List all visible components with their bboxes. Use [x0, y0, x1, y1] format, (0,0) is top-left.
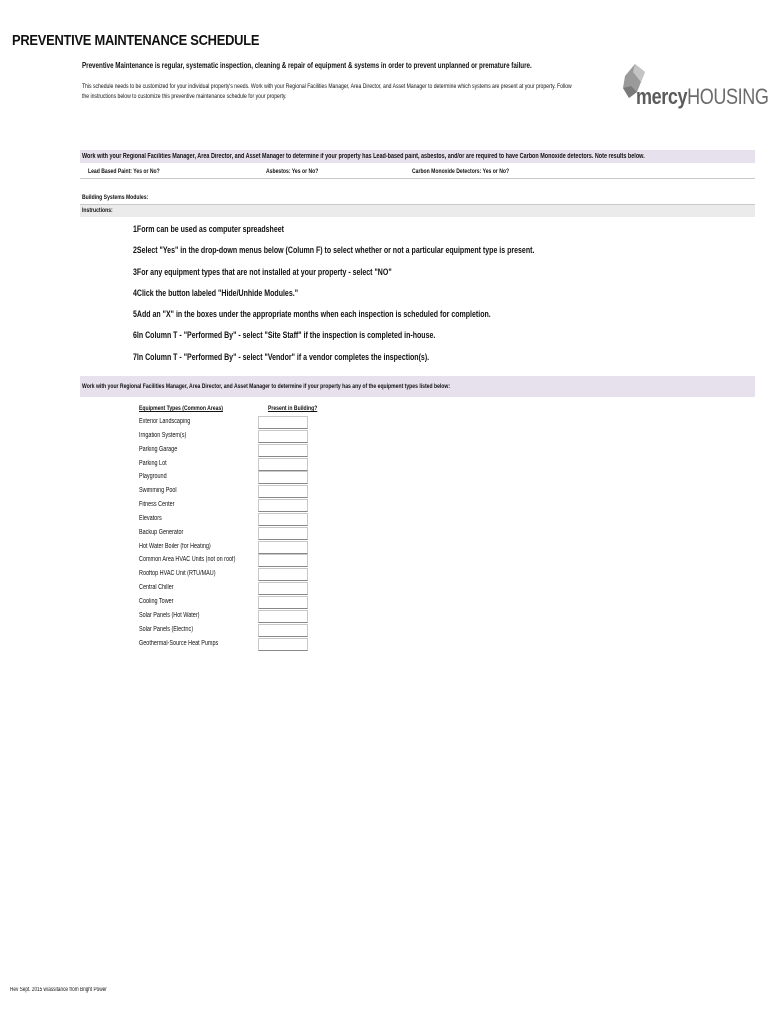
co-detectors-question: Carbon Monoxide Detectors: Yes or No? — [412, 168, 510, 175]
equipment-item: Rooftop HVAC Unit (RTU/MAU) — [139, 570, 216, 577]
intro-line-2: This schedule needs to be customized for your individual property's needs. Work with your Regional Facilities Manager, Area Director, and Asset Manager to determine which systems are present at your property. Follow — [82, 83, 572, 90]
step-text: Add an "X" in the boxes under the appropriate months when each inspection is scheduled for completion. — [136, 309, 491, 319]
present-select[interactable] — [258, 527, 308, 540]
equipment-item: Elevators — [139, 515, 162, 522]
equipment-item: Solar Panels (Electric) — [139, 626, 194, 633]
equipment-item: Central Chiller — [139, 584, 174, 591]
equipment-types-header: Equipment Types (Common Areas) — [139, 405, 223, 412]
present-select[interactable] — [258, 582, 308, 595]
step-5 — [133, 309, 491, 319]
intro-definition: Preventive Maintenance is regular, systematic inspection, cleaning & repair of equipment & systems in order to prevent unplanned or premature failure. — [82, 61, 532, 70]
present-select[interactable] — [258, 638, 308, 651]
present-select[interactable] — [258, 444, 308, 457]
step-text: Select "Yes" in the drop-down menus below (Column F) to select whether or not a particular equipment type is present. — [136, 245, 535, 255]
equipment-item: Playground — [139, 473, 167, 480]
step-number: 4 — [133, 288, 137, 298]
revision-note: Rev Sept. 2015 w/assitance from Bright Power — [10, 987, 107, 993]
step-number: 2 — [133, 245, 137, 255]
logo-wordmark — [636, 84, 768, 110]
step-2 — [133, 245, 534, 255]
step-number: 7 — [133, 352, 137, 362]
intro-line-3: the instructions below to customize this preventive maintenance schedule for your property. — [82, 93, 287, 100]
step-text: Click the button labeled "Hide/Unhide Modules." — [136, 288, 299, 298]
step-text: For any equipment types that are not installed at your property - select "NO" — [136, 267, 392, 277]
instructions-label: Instructions: — [82, 207, 113, 214]
present-select[interactable] — [258, 541, 308, 554]
equipment-item: Irrigation System(s) — [139, 432, 187, 439]
present-in-building-header: Present in Building? — [268, 405, 318, 412]
step-text: In Column T - "Performed By" - select "Site Staff" if the inspection is completed in-house. — [136, 330, 436, 340]
step-number: 3 — [133, 267, 137, 277]
present-select[interactable] — [258, 513, 308, 526]
logo-word-housing: HOUSING — [687, 84, 769, 109]
equipment-item: Fitness Center — [139, 501, 175, 508]
equipment-item: Geothermal-Source Heat Pumps — [139, 640, 219, 647]
present-select[interactable] — [258, 610, 308, 623]
step-6 — [133, 330, 435, 340]
equipment-band-text: Work with your Regional Facilities Manager, Area Director, and Asset Manager to determine if your property has any of the equipment types listed below: — [82, 383, 451, 390]
equipment-item: Swimming Pool — [139, 487, 177, 494]
present-select[interactable] — [258, 568, 308, 581]
equipment-item: Hot Water Boiler (for Heating) — [139, 543, 211, 550]
step-number: 1 — [133, 224, 137, 234]
present-select[interactable] — [258, 416, 308, 429]
instructions-band — [80, 205, 755, 217]
step-text: In Column T - "Performed By" - select "Vendor" if a vendor completes the inspection(s). — [136, 352, 430, 362]
equipment-item: Backup Generator — [139, 529, 184, 536]
step-number: 6 — [133, 330, 137, 340]
step-3 — [133, 267, 392, 277]
equipment-item: Parking Lot — [139, 460, 167, 467]
equipment-item: Common Area HVAC Units (not on roof) — [139, 556, 236, 563]
step-7 — [133, 352, 429, 362]
divider — [80, 178, 755, 179]
asbestos-question: Asbestos: Yes or No? — [266, 168, 319, 175]
equipment-item: Solar Panels (Hot Water) — [139, 612, 200, 619]
modules-label: Building Systems Modules: — [82, 194, 149, 201]
intro-instructions — [82, 82, 572, 102]
equipment-item: Exterior Landscaping — [139, 418, 191, 425]
present-select[interactable] — [258, 485, 308, 498]
step-text: Form can be used as computer spreadsheet — [136, 224, 284, 234]
equipment-item: Cooling Tower — [139, 598, 174, 605]
logo-word-mercy: mercy — [636, 84, 688, 109]
step-1 — [133, 224, 284, 234]
page-title: PREVENTIVE MAINTENANCE SCHEDULE — [12, 32, 260, 49]
present-select[interactable] — [258, 499, 308, 512]
present-select[interactable] — [258, 624, 308, 637]
equipment-item: Parking Garage — [139, 446, 178, 453]
present-select[interactable] — [258, 458, 308, 471]
present-select[interactable] — [258, 554, 308, 567]
lead-paint-question: Lead Based Paint: Yes or No? — [88, 168, 160, 175]
present-select[interactable] — [258, 430, 308, 443]
present-select[interactable] — [258, 471, 308, 484]
step-number: 5 — [133, 309, 137, 319]
present-select[interactable] — [258, 596, 308, 609]
hazard-band-text: Work with your Regional Facilities Manager, Area Director, and Asset Manager to determine if your property has Lead-based paint, asbestos, and/or are required to have Carbon Monoxide detectors. Note results below. — [82, 153, 645, 160]
step-4 — [133, 288, 298, 298]
